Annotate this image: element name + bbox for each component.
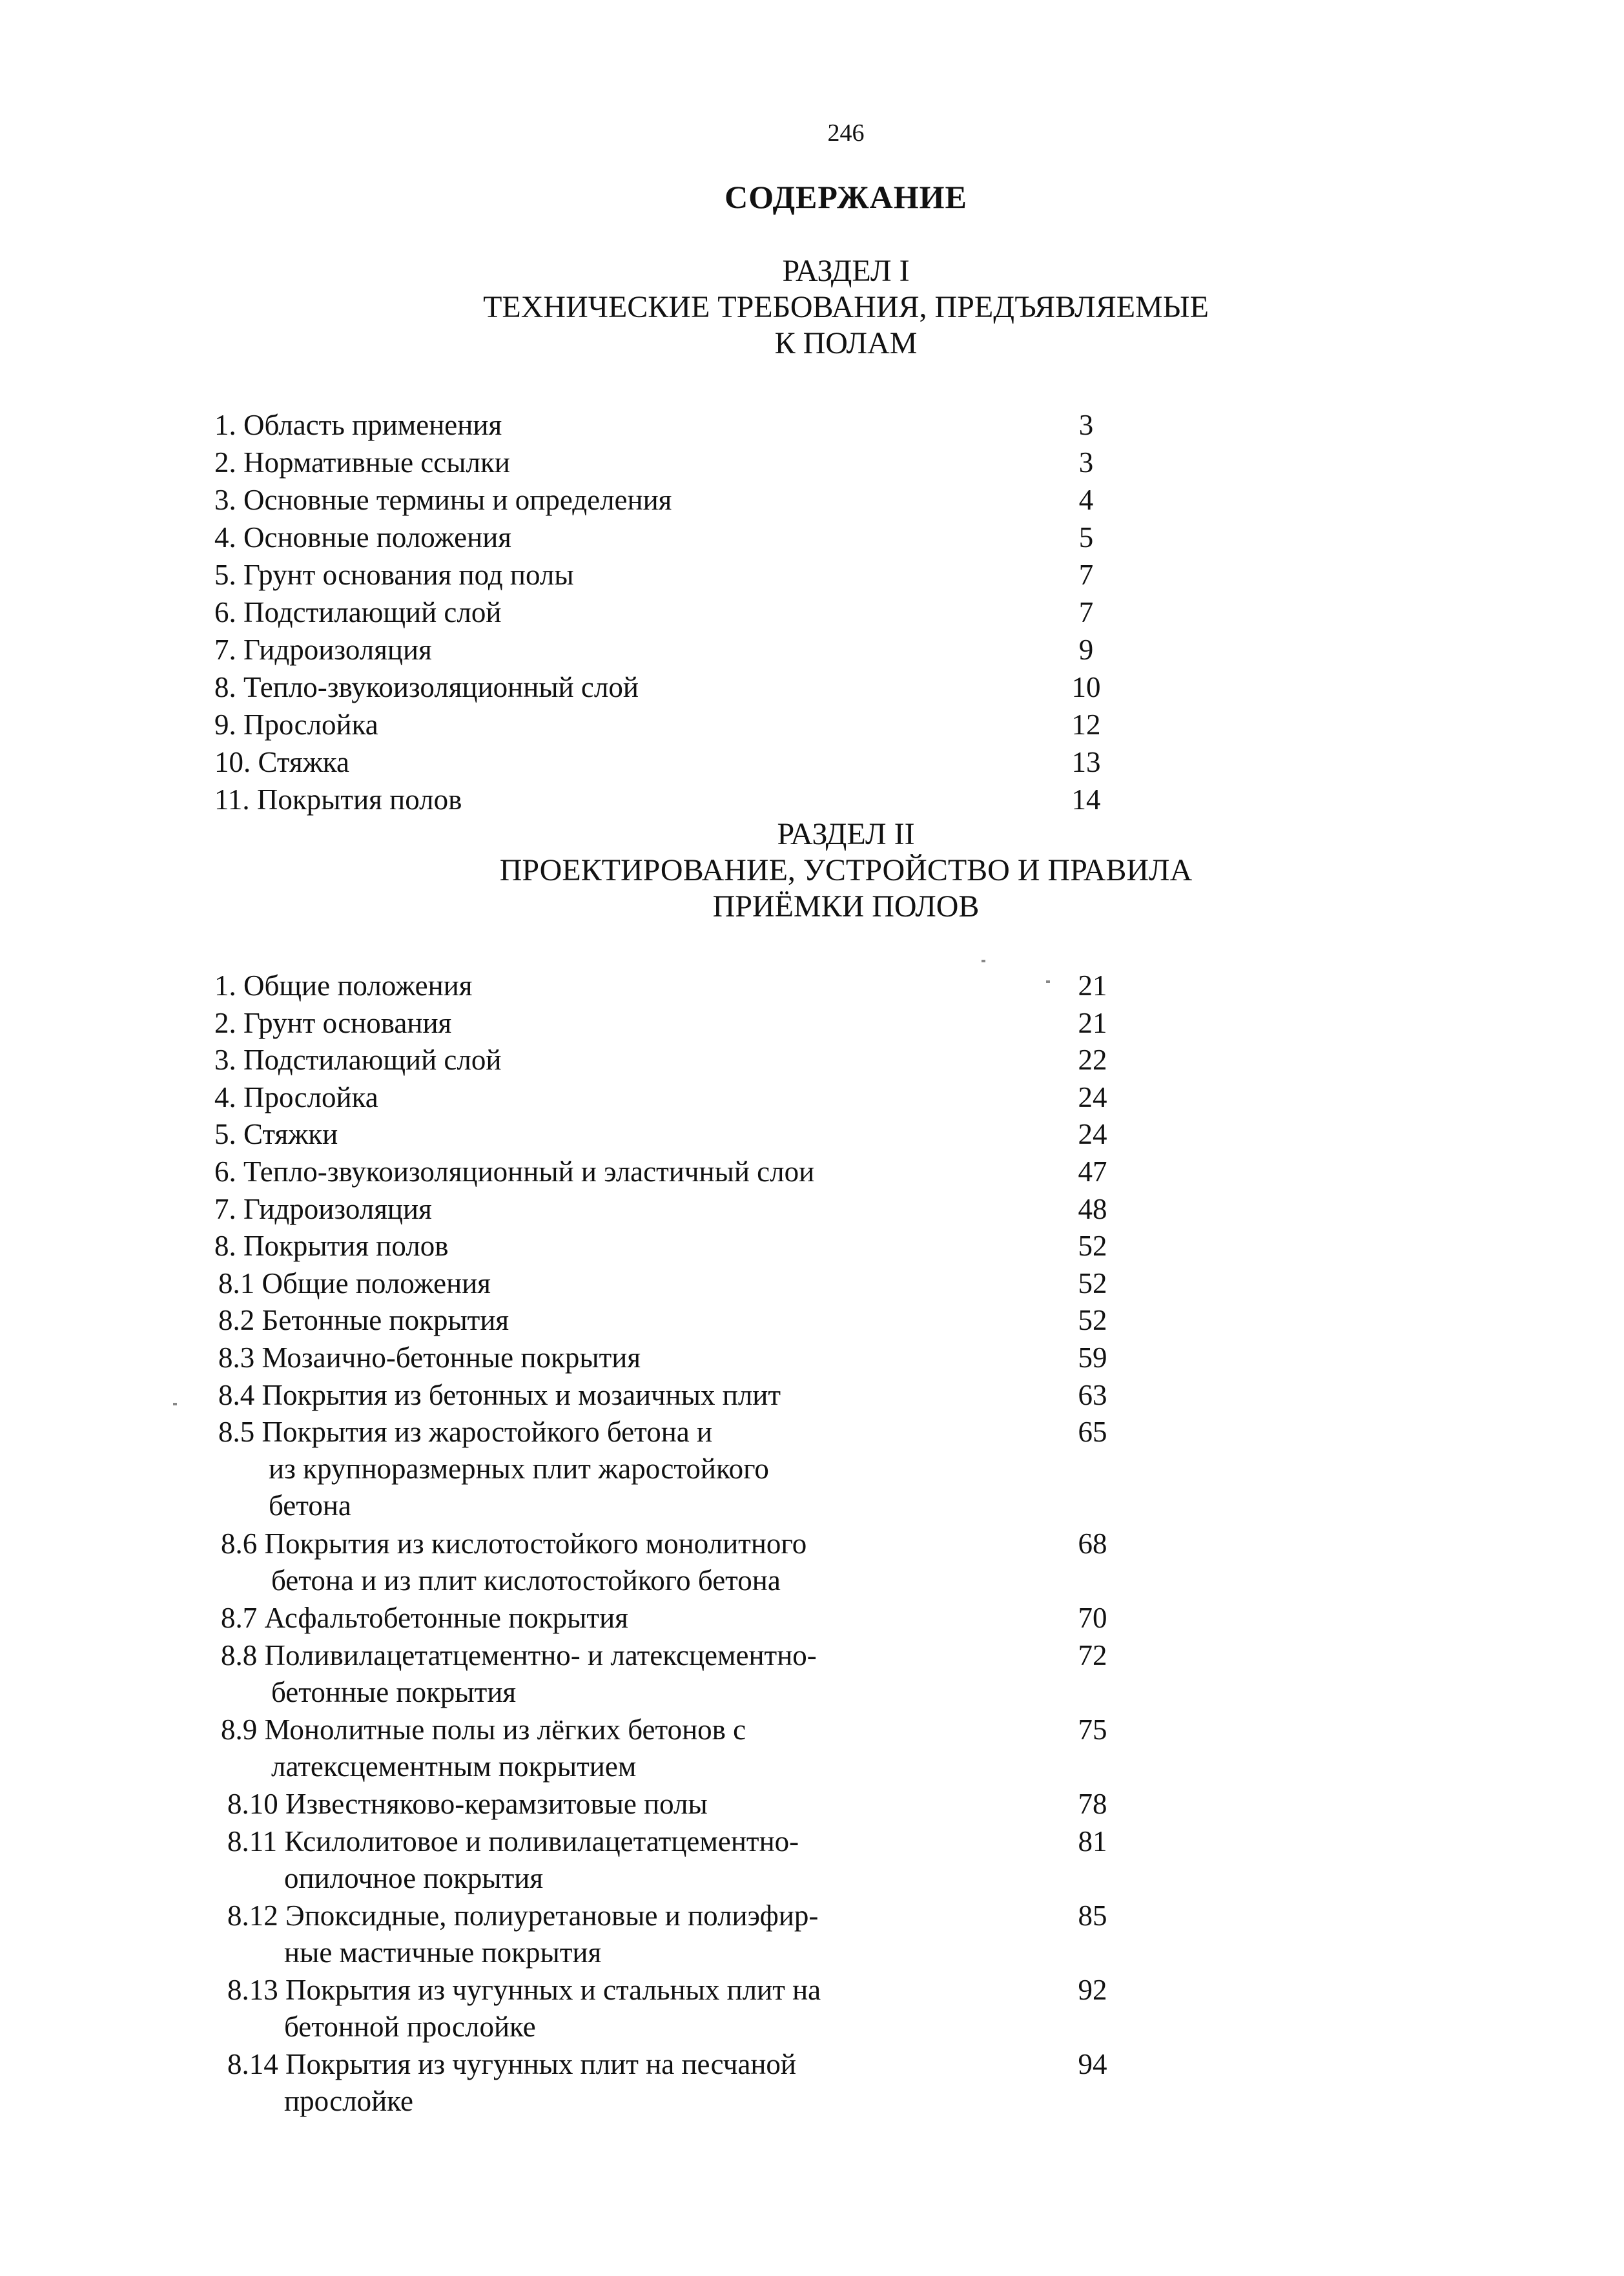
section-1-heading-line: РАЗДЕЛ I [782,254,910,288]
toc-entry [214,557,1094,594]
toc-entry-title-continuation: латексцементным покрытием [271,1750,637,1783]
toc-entry-title: 5. Стяжки [214,1118,338,1151]
toc-entry-page-number: 85 [1078,1899,1107,1932]
toc-entry-page-number: 52 [1078,1230,1107,1263]
toc-entry-title: 8.8 Поливилацетатцементно- и латексцементно- [221,1639,817,1671]
toc-entry [214,444,1094,481]
toc-entry-title: 8.13 Покрытия из чугунных и стальных плит на [227,1974,821,2007]
toc-entry-page-number: 9 [1078,634,1094,666]
toc-entry [221,1600,1107,1637]
toc-entry-page-number: 52 [1078,1304,1107,1337]
toc-entry-page-number: 7 [1078,559,1094,591]
toc-entry-title: 1. Область применения [214,409,502,441]
toc-entry-title-continuation: из крупноразмерных плит жаростойкого [269,1453,769,1485]
toc-entry [221,1637,1107,1711]
toc-entry-page-number: 68 [1078,1527,1107,1560]
toc-entry-title: 8.10 Известняково-керамзитовые полы [227,1788,708,1821]
page-number: 246 [827,119,865,147]
toc-entry [214,1079,1107,1116]
toc-entry-title: 3. Подстилающий слой [214,1044,502,1077]
toc-entry-title: 8.7 Асфальтобетонные покрытия [221,1602,628,1635]
toc-entry-page-number: 75 [1078,1713,1107,1746]
section-2-heading-line: ПРОЕКТИРОВАНИЕ, УСТРОЙСТВО И ПРАВИЛА [499,853,1193,887]
toc-entry-title: 1. Общие положения [214,969,473,1002]
toc-entry-page-number: 24 [1078,1081,1107,1113]
toc-entry-title: 2. Грунт основания [214,1006,452,1039]
toc-entry-title: 2. Нормативные ссылки [214,446,510,479]
toc-entry-page-number: 21 [1078,1006,1107,1039]
toc-entry-page-number: 5 [1078,521,1094,553]
toc-entry-title: 8.14 Покрытия из чугунных плит на песчаной [227,2048,796,2081]
toc-entry-title: 3. Основные термины и определения [214,484,672,516]
toc-entry-title: 8.6 Покрытия из кислотостойкого монолитного [221,1527,807,1560]
toc-entry [227,1898,1107,1971]
toc-entry [218,1302,1107,1339]
toc-entry-title: 6. Тепло-звукоизоляционный и эластичный слои [214,1155,815,1188]
section-1-heading-line: К ПОЛАМ [774,326,918,360]
toc-entry [214,519,1094,556]
toc-entry [214,632,1094,668]
toc-entry-page-number: 22 [1078,1044,1107,1077]
toc-entry [214,967,1107,1004]
toc-entry-title-continuation: бетона и из плит кислотостойкого бетона [271,1564,781,1597]
toc-entry [227,1972,1107,2045]
toc-entry-title-continuation: прослойке [284,2085,413,2118]
toc-entry-title: 5. Грунт основания под полы [214,559,574,591]
toc-entry [218,1265,1107,1302]
section-1-heading-line: ТЕХНИЧЕСКИЕ ТРЕБОВАНИЯ, ПРЕДЪЯВЛЯЕМЫЕ [483,290,1209,324]
toc-entry-page-number: 70 [1078,1602,1107,1635]
toc-entry-page-number: 59 [1078,1341,1107,1374]
toc-entry-title: 11. Покрытия полов [214,783,462,816]
scan-speck [1046,980,1050,983]
toc-entry-page-number: 65 [1078,1416,1107,1449]
toc-entry-page-number: 78 [1078,1788,1107,1821]
toc-entry-title-continuation: опилочное покрытия [284,1861,544,1894]
section-2-heading-line: РАЗДЕЛ II [777,817,915,851]
toc-entry [214,1191,1107,1228]
toc-entry-title: 7. Гидроизоляция [214,1192,432,1225]
toc-entry-page-number: 21 [1078,969,1107,1002]
toc-entry-title: 9. Прослойка [214,709,378,741]
toc-entry [214,744,1101,781]
toc-entry-page-number: 4 [1078,484,1094,516]
section-2-heading-line: ПРИЁМКИ ПОЛОВ [712,889,980,924]
toc-entry-page-number: 81 [1078,1825,1107,1857]
scan-speck [982,960,985,962]
toc-entry-page-number: 52 [1078,1267,1107,1299]
toc-entry [214,407,1094,444]
toc-entry [218,1377,1107,1414]
toc-entry [218,1414,1107,1524]
document-title: СОДЕРЖАНИЕ [725,179,967,215]
toc-entry-page-number: 12 [1071,709,1101,741]
toc-entry-title: 8.12 Эпоксидные, полиуретановые и полиэфир- [227,1899,819,1932]
toc-entry-page-number: 63 [1078,1378,1107,1411]
toc-entry-page-number: 10 [1071,671,1101,703]
toc-entry-title: 8.1 Общие положения [218,1267,491,1299]
section-2-heading [0,816,1624,925]
toc-entry [227,1823,1107,1897]
toc-entry-title-continuation: бетона [269,1489,351,1522]
toc-entry [214,1116,1107,1153]
toc-entry-page-number: 94 [1078,2048,1107,2081]
toc-entry-title: 8. Покрытия полов [214,1230,449,1263]
toc-entry [214,482,1094,519]
toc-entry-title: 10. Стяжка [214,746,349,778]
toc-entry-title-continuation: бетонные покрытия [271,1675,517,1708]
toc-entry-title: 8.5 Покрытия из жаростойкого бетона и [218,1416,713,1449]
toc-entry [214,594,1094,631]
toc-entry-page-number: 24 [1078,1118,1107,1151]
toc-entry [227,1786,1107,1823]
toc-entry-title: 8.11 Ксилолитовое и поливилацетатцементно- [227,1825,799,1857]
toc-entry [221,1526,1107,1599]
toc-entry-page-number: 13 [1071,746,1101,778]
toc-entry [214,1005,1107,1042]
toc-entry-page-number: 3 [1078,446,1094,479]
toc-entry-page-number: 47 [1078,1155,1107,1188]
scan-speck [173,1403,177,1405]
toc-entry-title: 4. Прослойка [214,1081,378,1113]
toc-entry-title: 4. Основные положения [214,521,511,553]
toc-entry [214,1228,1107,1265]
toc-entry-page-number: 7 [1078,596,1094,628]
toc-entry-page-number: 92 [1078,1974,1107,2007]
toc-entry-title: 8.4 Покрытия из бетонных и мозаичных плит [218,1378,781,1411]
toc-entry [214,1154,1107,1190]
toc-entry-title: 8.3 Мозаично-бетонные покрытия [218,1341,641,1374]
toc-entry-title-continuation: ные мастичные покрытия [284,1936,602,1969]
toc-entry [214,1042,1107,1079]
toc-entry-title: 7. Гидроизоляция [214,634,432,666]
toc-entry-title: 8.2 Бетонные покрытия [218,1304,509,1337]
toc-entry-page-number: 14 [1071,783,1101,816]
toc-entry [227,2046,1107,2120]
toc-entry-title-continuation: бетонной прослойке [284,2011,536,2043]
toc-entry-title: 8.9 Монолитные полы из лёгких бетонов с [221,1713,746,1746]
toc-entry-title: 8. Тепло-звукоизоляционный слой [214,671,639,703]
toc-entry [214,707,1101,743]
toc-entry [214,669,1101,706]
toc-entry-title: 6. Подстилающий слой [214,596,502,628]
toc-entry-page-number: 48 [1078,1192,1107,1225]
toc-entry-page-number: 72 [1078,1639,1107,1671]
toc-entry [214,781,1101,818]
toc-entry [218,1340,1107,1376]
section-1-heading [0,253,1624,362]
toc-entry [221,1712,1107,1785]
toc-entry-page-number: 3 [1078,409,1094,441]
